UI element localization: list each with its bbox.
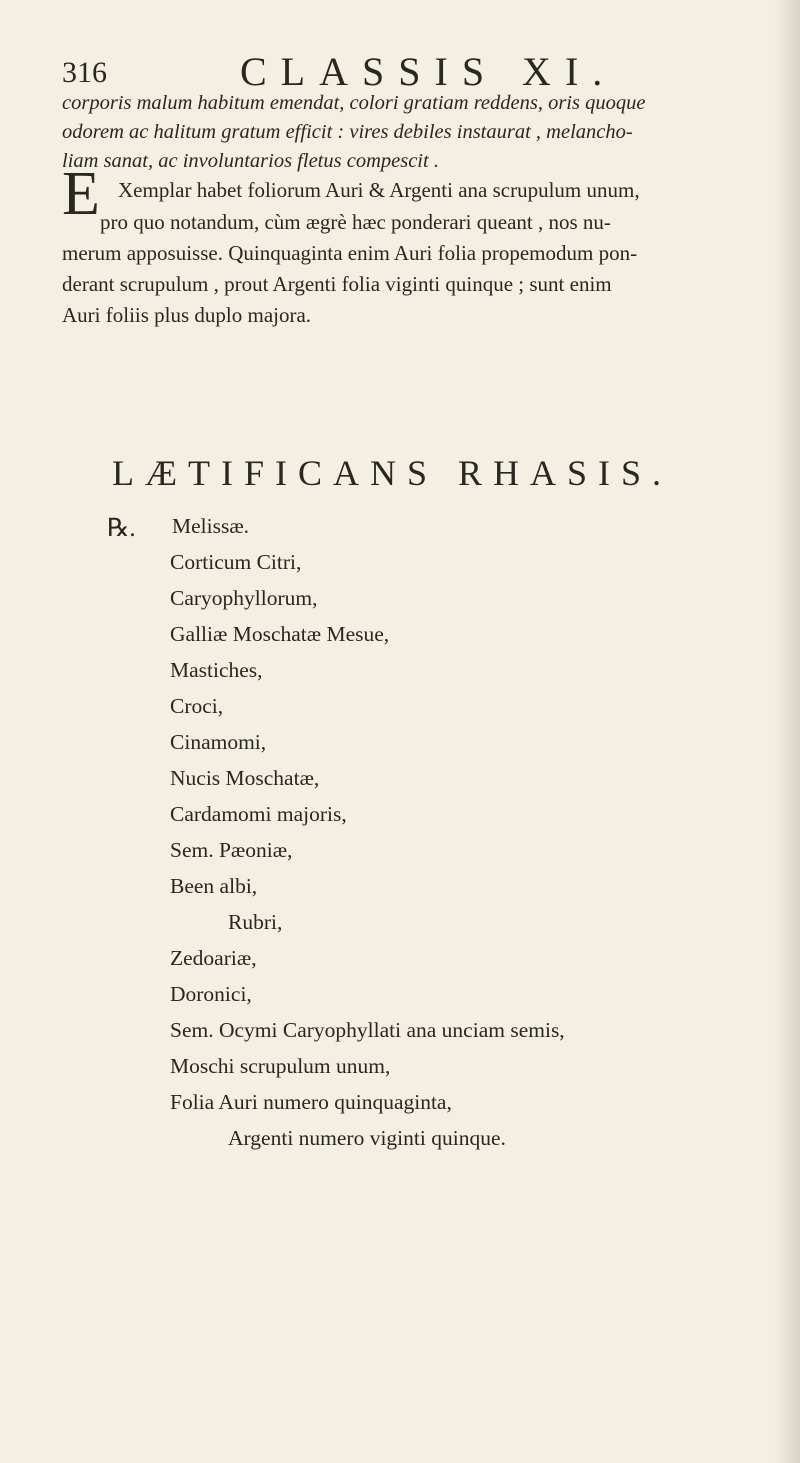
ingredient: Cardamomi majoris, — [170, 802, 347, 826]
note-line: Auri foliis plus duplo majora. — [62, 303, 312, 327]
page-number: 316 — [62, 56, 107, 89]
note-line: derant scrupulum , prout Argenti folia viginti quinque ; sunt enim — [62, 272, 612, 296]
ingredient: Croci, — [170, 694, 224, 718]
ingredient: Caryophyllorum, — [170, 586, 318, 610]
note-line: merum apposuisse. Quinquaginta enim Auri folia propemodum pon- — [62, 241, 638, 265]
ingredient: Been albi, — [170, 874, 258, 898]
ingredient: Doronici, — [170, 982, 252, 1006]
ingredient: Sem. Pæoniæ, — [170, 838, 293, 862]
ingredient: Melissæ. — [172, 514, 250, 538]
ingredient: Cinamomi, — [170, 730, 267, 754]
drop-cap: E — [62, 160, 100, 228]
ingredient: Moschi scrupulum unum, — [170, 1054, 391, 1078]
ingredient: Nucis Moschatæ, — [170, 766, 320, 790]
ingredient: Sem. Ocymi Caryophyllati ana unciam semis, — [170, 1018, 565, 1042]
ingredient: Mastiches, — [170, 658, 263, 682]
running-head: CLASSIS XI. — [240, 49, 617, 94]
note-line: pro quo notandum, cùm ægrè hæc ponderari queant , nos nu- — [100, 210, 611, 234]
ingredient: Corticum Citri, — [170, 550, 302, 574]
note-line: Xemplar habet foliorum Auri & Argenti ana scrupulum unum, — [118, 178, 640, 202]
intro-line: corporis malum habitum emendat, colori gratiam reddens, oris quoque — [62, 92, 646, 114]
ingredient: Galliæ Moschatæ Mesue, — [170, 622, 390, 646]
ingredient: Folia Auri numero quinquaginta, — [170, 1090, 452, 1114]
rx-symbol: ℞. — [107, 515, 136, 542]
ingredient: Rubri, — [228, 910, 283, 934]
ingredient: Zedoariæ, — [170, 946, 257, 970]
intro-line: liam sanat, ac involuntarios fletus compescit . — [62, 150, 439, 172]
ingredient: Argenti numero viginti quinque. — [228, 1126, 506, 1150]
page-edge-shadow — [774, 0, 800, 1463]
intro-line: odorem ac halitum gratum efficit : vires debiles instaurat , melancho- — [62, 121, 633, 143]
recipe-title: LÆTIFICANS RHASIS. — [112, 453, 673, 493]
